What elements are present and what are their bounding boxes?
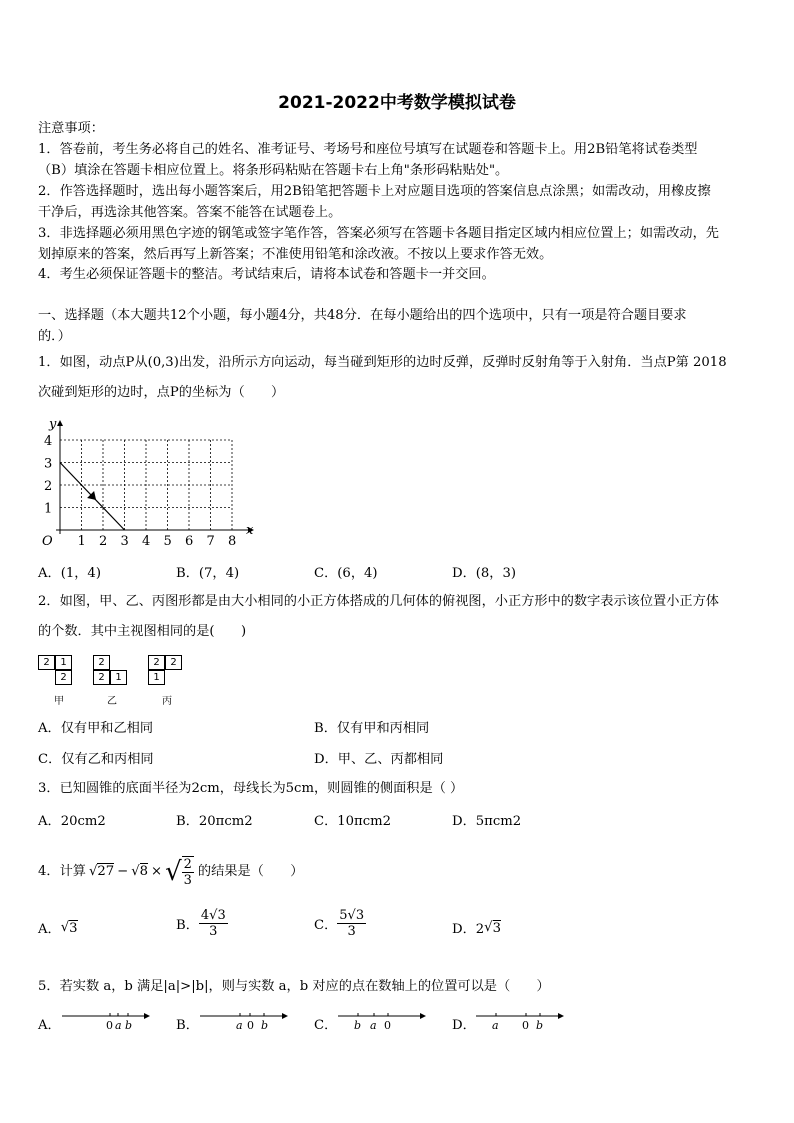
cell: 2 [93, 655, 110, 670]
x-tick-label: 7 [206, 534, 215, 549]
q4-prefix: 4．计算 [38, 864, 86, 879]
q1-axes [56, 420, 254, 534]
section-heading: 一、选择题（本大题共12个小题，每小题4分，共48分．在每小题给出的四个选项中，只有一项是符合题目要求 [38, 308, 687, 323]
q5-number-line-a[interactable] [60, 1008, 150, 1032]
times-sign: × [151, 864, 163, 879]
section-heading-cont: 的．） [38, 329, 71, 344]
q2-text-cont: 的个数．其中主视图相同的是( ) [38, 624, 247, 639]
cell: 1 [110, 670, 127, 685]
x-tick-label: 6 [185, 534, 194, 549]
cell: 2 [148, 655, 165, 670]
cell: 2 [93, 670, 110, 685]
notice-heading: 注意事项： [38, 121, 104, 136]
q4-text [38, 856, 760, 888]
x-tick-label: 1 [77, 534, 86, 549]
sqrt-27: √27 [88, 864, 115, 879]
q4-suffix: 的结果是（ ） [197, 864, 304, 879]
q5-number-line-b[interactable] [198, 1008, 288, 1032]
q1-text: 1．如图，动点P从(0,3)出发，沿所示方向运动，每当碰到矩形的边时反弹，反弹时反射角等于入射角．当点P第 2018 [38, 355, 727, 370]
q1-grid [60, 440, 232, 530]
page-title: 2021-2022中考数学模拟试卷 [278, 93, 516, 113]
figure-label: 丙 [162, 696, 172, 707]
origin-label: O [42, 534, 53, 549]
tick-label: 0 [106, 1019, 113, 1032]
tick-label: 0 [384, 1019, 391, 1032]
q2-option-d[interactable]: D．甲、乙、丙都相同 [314, 752, 444, 767]
x-tick-label: 8 [228, 534, 237, 549]
q4-option-d[interactable]: D．2 √ 3 [452, 920, 501, 937]
q1-option-b[interactable]: B．(7，4) [176, 566, 240, 581]
q5-option-d-label[interactable]: D． [452, 1018, 476, 1033]
q1-option-a[interactable]: A．(1，4) [38, 566, 101, 581]
q3-option-b[interactable]: B．20πcm2 [176, 814, 253, 829]
q2-option-a[interactable]: A．仅有甲和乙相同 [38, 721, 154, 736]
notice-line: 3．非选择题必须用黑色字迹的钢笔或签字笔作答，答案必须写在答题卡各题目指定区域内相应位置上；如需改动，先 [38, 226, 719, 241]
q3-option-a[interactable]: A．20cm2 [38, 814, 106, 829]
q1-tick-labels [42, 417, 254, 549]
q5-number-line-c[interactable] [336, 1008, 426, 1032]
sqrt-sign: √ [165, 857, 182, 887]
q5-option-b-label[interactable]: B． [176, 1018, 199, 1033]
tick-label: a [115, 1019, 122, 1032]
sqrt-8: √8 [131, 864, 148, 879]
tick-label: 0 [247, 1019, 254, 1032]
tick-label: b [536, 1019, 544, 1032]
q1-option-c[interactable]: C．(6，4) [314, 566, 378, 581]
tick-label: a [370, 1019, 377, 1032]
y-axis-label: y [49, 417, 57, 432]
notice-line: 2．作答选择题时，选出每小题答案后，用2B铅笔把答题卡上对应题目选项的答案信息点涂黑；如需改动，用橡皮擦 [38, 184, 711, 199]
cell: 2 [165, 655, 182, 670]
notice-line: 划掉原来的答案，然后再写上新答案；不准使用铅笔和涂改液。不按以上要求作答无效。 [38, 247, 553, 262]
tick-label: a [492, 1019, 499, 1032]
tick-label: b [354, 1019, 362, 1032]
q1-text-cont: 次碰到矩形的边时，点P的坐标为（ ） [38, 385, 285, 400]
y-tick-label: 1 [44, 501, 53, 517]
cell: 2 [55, 670, 72, 685]
x-axis-label: x [246, 523, 254, 538]
q4-option-c[interactable]: C． $\frac{5√3}{3}$ [314, 908, 365, 939]
notice-line: 干净后，再选涂其他答案。答案不能答在试题卷上。 [38, 205, 342, 220]
q2-text: 2．如图，甲、乙、丙图形都是由大小相同的小正方体搭成的几何体的俯视图，小正方形中的数字表示该位置小正方体 [38, 594, 719, 609]
q4-option-b[interactable]: B． $\frac{4√3}{3}$ [176, 908, 226, 939]
q5-number-line-d[interactable] [474, 1008, 564, 1032]
figure-label: 乙 [107, 696, 117, 707]
cell: 1 [148, 670, 165, 685]
tick-label: b [261, 1019, 269, 1032]
fraction-2-3: $\frac{2}{3}$ [183, 857, 192, 888]
y-axis-arrow [57, 420, 63, 426]
tick-label: 0 [522, 1019, 529, 1032]
minus-sign: − [117, 864, 129, 879]
x-tick-label: 3 [120, 534, 129, 549]
q3-text: 3．已知圆锥的底面半径为2cm，母线长为5cm，则圆锥的侧面积是（ ） [38, 781, 464, 796]
x-tick-label: 2 [99, 534, 108, 549]
tick-label: a [236, 1019, 243, 1032]
q3-option-d[interactable]: D．5πcm2 [452, 814, 522, 829]
notice-line: 4．考生必须保证答题卡的整洁。考试结束后，请将本试卷和答题卡一并交回。 [38, 267, 495, 282]
q4-option-a[interactable]: A． √ 3 [38, 920, 78, 937]
tick-label: b [125, 1019, 133, 1032]
cell: 2 [38, 655, 55, 670]
q1-option-d[interactable]: D．(8，3) [452, 566, 517, 581]
q5-text: 5．若实数 a，b 满足|a|>|b|，则与实数 a，b 对应的点在数轴上的位置可以是（ ） [38, 979, 550, 994]
cell: 1 [55, 655, 72, 670]
q5-option-c-label[interactable]: C． [314, 1018, 338, 1033]
notice-line: 1．答卷前，考生务必将自己的姓名、准考证号、考场号和座位号填写在试题卷和答题卡上。用2B铅笔将试卷类型 [38, 142, 698, 157]
q2-option-b[interactable]: B．仅有甲和丙相同 [314, 721, 430, 736]
y-tick-label: 3 [44, 456, 53, 472]
y-tick-label: 4 [44, 434, 53, 449]
q1-coordinate-graph [36, 412, 266, 552]
q3-option-c[interactable]: C．10πcm2 [314, 814, 392, 829]
notice-line: （B）填涂在答题卡相应位置上。将条形码粘贴在答题卡右上角"条形码粘贴处"。 [38, 163, 509, 178]
figure-label: 甲 [54, 696, 64, 707]
y-tick-label: 2 [44, 479, 53, 494]
x-tick-label: 4 [142, 534, 151, 549]
q2-option-c[interactable]: C．仅有乙和丙相同 [38, 752, 154, 767]
q5-option-a-label[interactable]: A． [38, 1018, 61, 1033]
x-tick-label: 5 [163, 534, 172, 549]
